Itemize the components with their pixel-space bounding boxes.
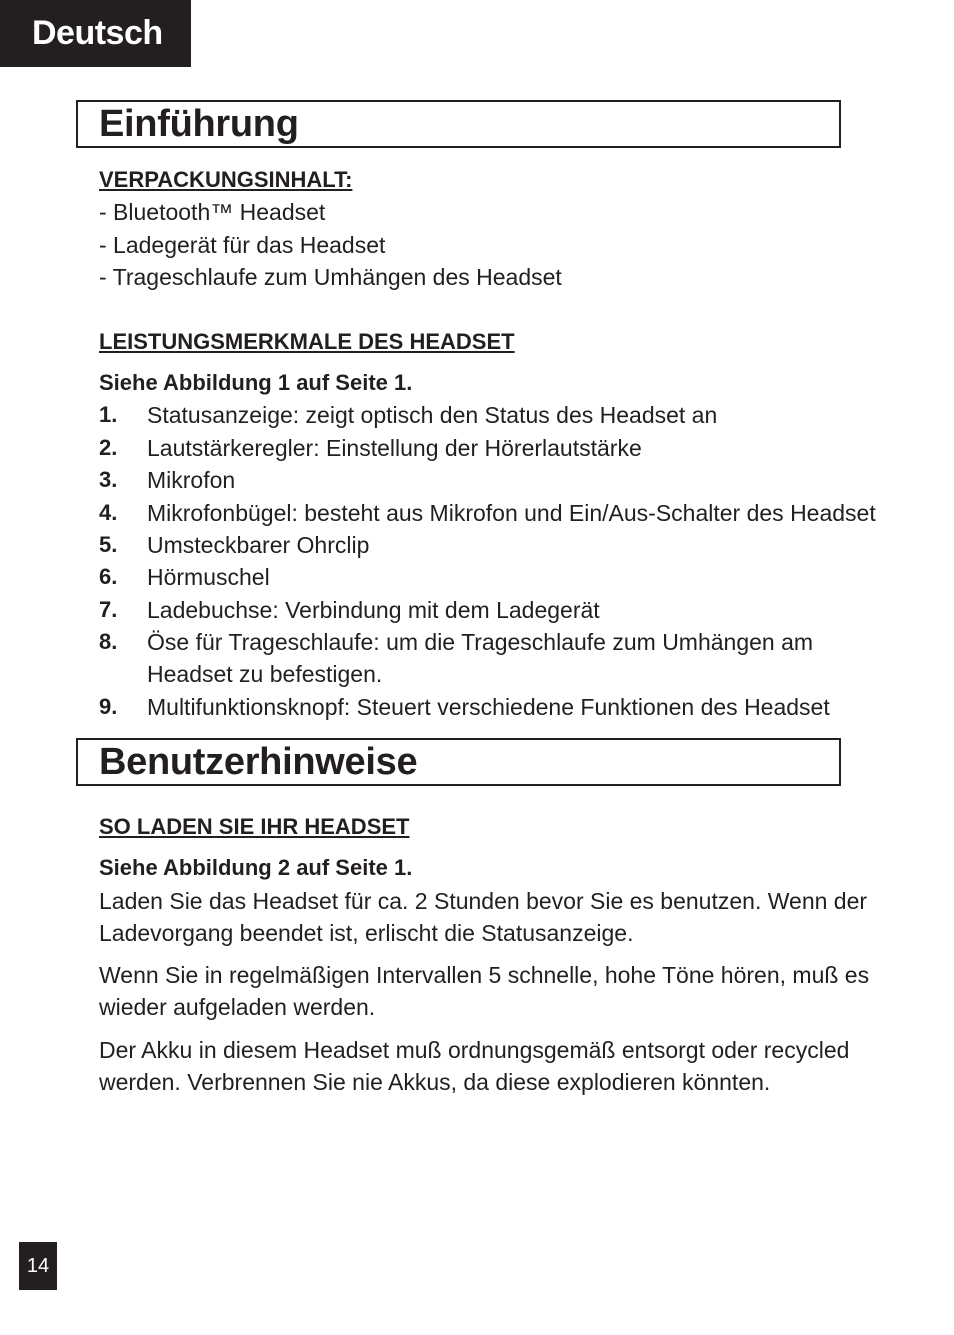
feature-text: Ladebuchse: Verbindung mit dem Ladegerät bbox=[147, 597, 600, 623]
charging-paragraph-line: Laden Sie das Headset für ca. 2 Stunden bevor Sie es benutzen. Wenn der bbox=[99, 888, 868, 914]
feature-number: 9. bbox=[99, 694, 118, 719]
section-title-introduction: Einführung bbox=[99, 103, 299, 145]
battery-disposal-paragraph-line: Der Akku in diesem Headset muß ordnungsgemäß entsorgt oder recycled bbox=[99, 1037, 850, 1063]
charging-paragraph-line: Ladevorgang beendet ist, erlischt die Statusanzeige. bbox=[99, 920, 634, 946]
feature-number: 5. bbox=[99, 532, 118, 557]
feature-number: 2. bbox=[99, 435, 118, 460]
recharge-paragraph-line: wieder aufgeladen werden. bbox=[99, 994, 376, 1020]
feature-number: 4. bbox=[99, 500, 118, 525]
language-tab: Deutsch bbox=[0, 0, 191, 67]
feature-text: Lautstärkeregler: Einstellung der Hörerlautstärke bbox=[147, 435, 642, 461]
features-figure-reference: Siehe Abbildung 1 auf Seite 1. bbox=[99, 370, 413, 395]
recharge-paragraph-line: Wenn Sie in regelmäßigen Intervallen 5 schnelle, hohe Töne hören, muß es bbox=[99, 962, 870, 988]
package-item: - Trageschlaufe zum Umhängen des Headset bbox=[99, 264, 562, 290]
feature-text: Multifunktionsknopf: Steuert verschiedene Funktionen des Headset bbox=[147, 694, 830, 720]
feature-number: 7. bbox=[99, 597, 118, 622]
feature-text: Hörmuschel bbox=[147, 564, 270, 590]
page-number: 14 bbox=[19, 1242, 57, 1290]
package-item: - Ladegerät für das Headset bbox=[99, 232, 386, 258]
section-title-user-notes: Benutzerhinweise bbox=[99, 741, 418, 783]
feature-number: 1. bbox=[99, 402, 118, 427]
feature-text: Mikrofon bbox=[147, 467, 236, 493]
feature-text-continuation: Headset zu befestigen. bbox=[147, 661, 383, 687]
features-heading: LEISTUNGSMERKMALE DES HEADSET bbox=[99, 329, 515, 354]
feature-text: Umsteckbarer Ohrclip bbox=[147, 532, 370, 558]
charging-heading: SO LADEN SIE IHR HEADSET bbox=[99, 814, 410, 839]
feature-text: Mikrofonbügel: besteht aus Mikrofon und Ein/Aus-Schalter des Headset bbox=[147, 500, 876, 526]
feature-number: 3. bbox=[99, 467, 118, 492]
feature-number: 6. bbox=[99, 564, 118, 589]
package-contents-heading: VERPACKUNGSINHALT: bbox=[99, 167, 353, 192]
feature-text: Öse für Trageschlaufe: um die Trageschlaufe zum Umhängen am bbox=[147, 629, 814, 655]
section-title-box bbox=[76, 100, 841, 148]
feature-number: 8. bbox=[99, 629, 118, 654]
package-item: - Bluetooth™ Headset bbox=[99, 199, 326, 225]
charging-figure-reference: Siehe Abbildung 2 auf Seite 1. bbox=[99, 855, 413, 880]
feature-text: Statusanzeige: zeigt optisch den Status des Headset an bbox=[147, 402, 718, 428]
battery-disposal-paragraph-line: werden. Verbrennen Sie nie Akkus, da diese explodieren könnten. bbox=[99, 1069, 771, 1095]
section-title-box bbox=[76, 738, 841, 786]
